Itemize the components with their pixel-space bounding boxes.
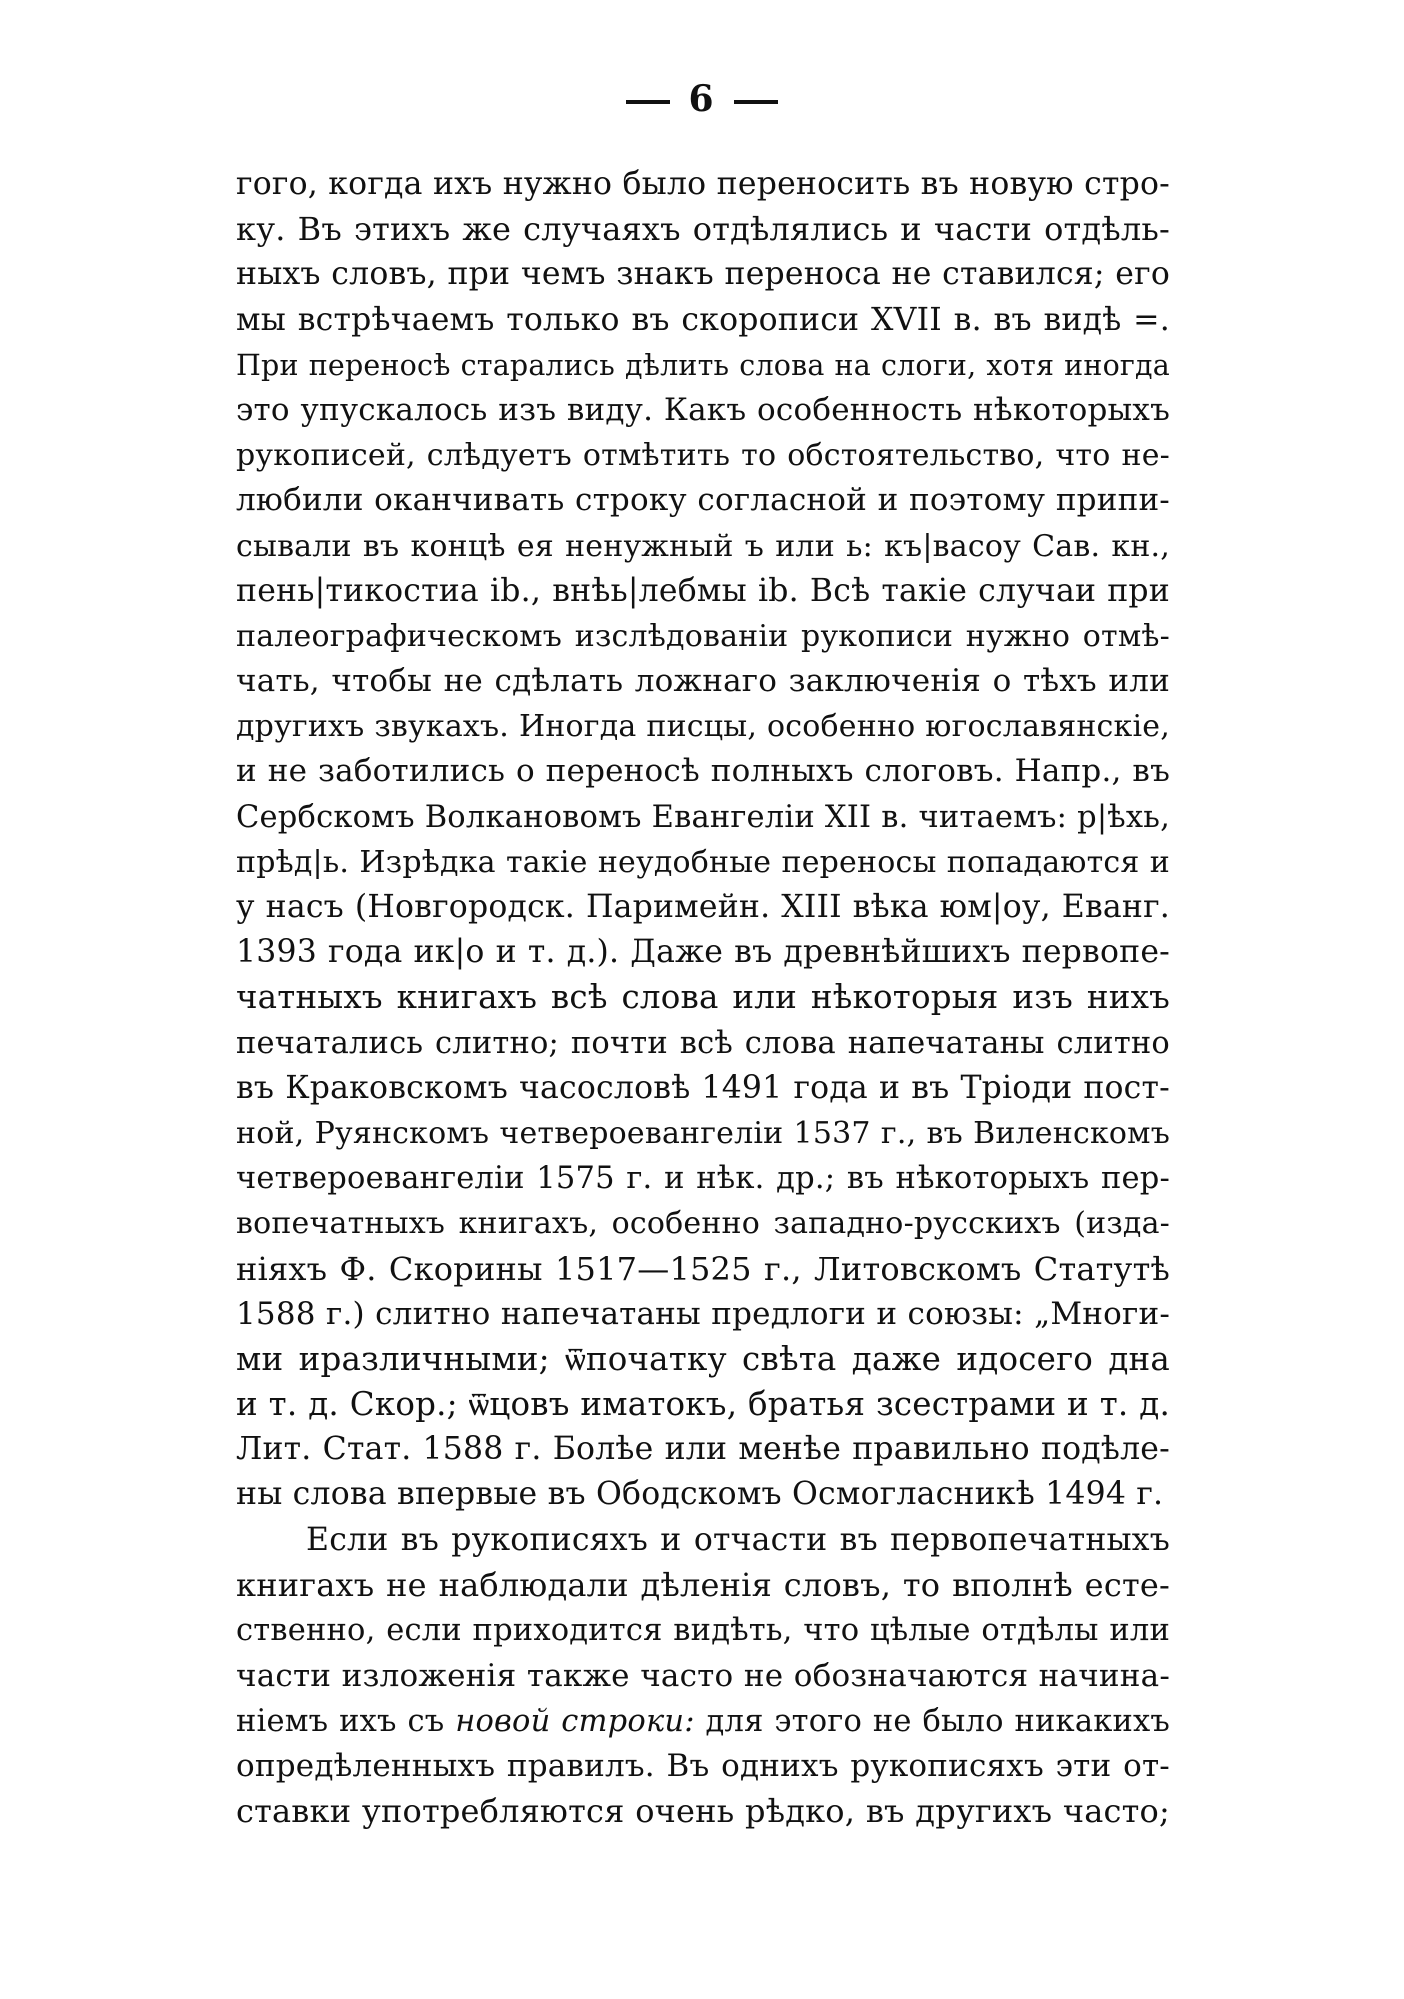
text-line: это упускалось изъ виду. Какъ особенность нѣкоторыхъ	[236, 391, 1170, 428]
text-line: чатныхъ книгахъ всѣ слова или нѣкоторыя изъ нихъ	[236, 978, 1170, 1017]
italic-phrase: новой строки:	[455, 1703, 695, 1739]
text-line: и т. д. Скор.; ѿцовъ иматокъ, братья зсестрами и т. д.	[236, 1385, 1170, 1424]
text-line: рукописей, слѣдуетъ отмѣтить то обстоятельство, что не-	[236, 438, 1170, 474]
text-line: ственно, если приходится видѣть, что цѣлые отдѣлы или	[236, 1613, 1170, 1649]
text-line: чать, чтобы не сдѣлать ложнаго заключенія о тѣхъ или	[236, 663, 1170, 700]
text-line: палеографическомъ изслѣдованіи рукописи нужно отмѣ-	[236, 618, 1170, 654]
text-line: гого, когда ихъ нужно было переносить въ новую стро-	[236, 166, 1170, 202]
text-line: у насъ (Новгородск. Паримейн. XIII вѣка юм|оу, Еванг.	[236, 889, 1170, 925]
text-line: и не заботились о переносѣ полныхъ слоговъ. Напр., въ	[236, 753, 1170, 790]
text-line: Лит. Стат. 1588 г. Болѣе или менѣе правильно подѣле-	[236, 1431, 1170, 1468]
text-line: При переносѣ старались дѣлить слова на слоги, хотя иногда	[236, 348, 1170, 382]
text-line: ставки употребляются очень рѣдко, въ другихъ часто;	[236, 1792, 1170, 1831]
text-line: Если въ рукописяхъ и отчасти въ первопечатныхъ	[306, 1522, 1170, 1558]
text-line: части изложенія также часто не обозначаются начина-	[236, 1657, 1170, 1694]
text-line: пень|тикостиа ib., внѣь|лебмы ib. Всѣ такіе случаи при	[236, 572, 1170, 609]
header-dash-left	[626, 100, 670, 104]
text-line: печатались слитно; почти всѣ слова напечатаны слитно	[236, 1025, 1170, 1061]
text-segment: ніемъ ихъ съ	[236, 1703, 456, 1739]
text-line: сывали въ концѣ ея ненужный ъ или ь: къ|васоу Сав. кн.,	[236, 528, 1170, 564]
paragraph-1	[236, 162, 1170, 1518]
header-dash-right	[734, 100, 778, 104]
text-line: 1588 г.) слитно напечатаны предлоги и союзы: „Многи-	[236, 1295, 1170, 1332]
text-line: ны слова впервые въ Ободскомъ Осмогласникѣ 1494 г.	[236, 1476, 1164, 1513]
text-line: любили оканчивать строку согласной и поэтому припи-	[236, 482, 1170, 519]
text-line: въ Краковскомъ часословѣ 1491 года и въ Тріоди пост-	[236, 1069, 1170, 1106]
text-line: 1393 года ик|о и т. д.). Даже въ древнѣйшихъ первопе-	[236, 934, 1170, 971]
text-line: ми иразличными; ѿпочатку свѣта даже идосего дна	[236, 1339, 1170, 1378]
text-line: ніяхъ Ф. Скорины 1517—1525 г., Литовскомъ Статутѣ	[236, 1249, 1170, 1288]
text-line: четвероевангеліи 1575 г. и нѣк. др.; въ нѣкоторыхъ пер-	[236, 1161, 1170, 1197]
text-segment: для этого не было никакихъ	[694, 1703, 1170, 1739]
text-line: ныхъ словъ, при чемъ знакъ переноса не ставился; его	[236, 256, 1170, 293]
text-line: вопечатныхъ книгахъ, особенно западно-русскихъ (изда-	[236, 1206, 1170, 1242]
text-line: прѣд|ь. Изрѣдка такіе неудобные переносы попадаются и	[236, 844, 1170, 880]
text-line: Сербскомъ Волкановомъ Евангеліи XII в. читаемъ: р|ѣхь,	[236, 799, 1170, 835]
text-line: другихъ звукахъ. Иногда писцы, особенно югославянскіе,	[236, 709, 1170, 745]
page-number: 6	[688, 78, 716, 120]
page-header	[0, 78, 1404, 120]
text-line: опредѣленныхъ правилъ. Въ однихъ рукописяхъ эти от-	[236, 1747, 1170, 1784]
paragraph-2	[236, 1518, 1170, 1834]
text-line: ку. Въ этихъ же случаяхъ отдѣлялись и части отдѣль-	[236, 210, 1170, 249]
text-line: книгахъ не наблюдали дѣленія словъ, то вполнѣ есте-	[236, 1566, 1170, 1605]
text-line: ной, Руянскомъ четвероевангеліи 1537 г., въ Виленскомъ	[236, 1115, 1170, 1151]
text-line-with-italic	[236, 1699, 1170, 1744]
text-line: мы встрѣчаемъ только въ скорописи XVII в. въ видѣ =.	[236, 301, 1170, 338]
